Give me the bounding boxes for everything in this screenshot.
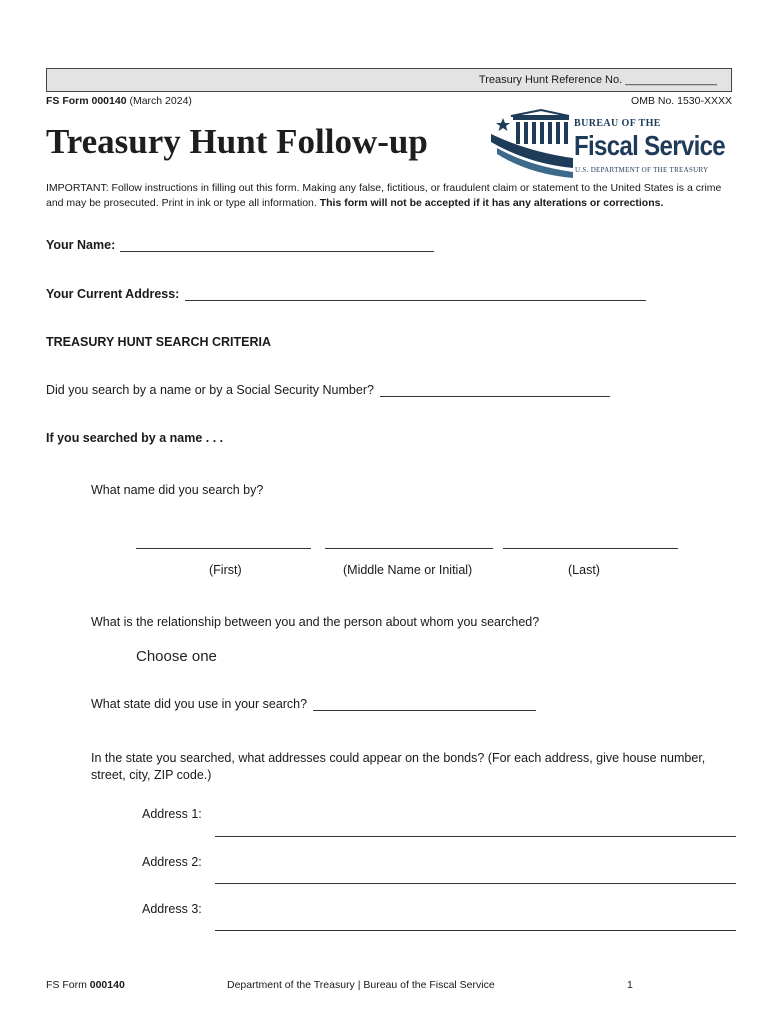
if-searched-by-name: If you searched by a name . . . <box>46 431 224 445</box>
search-by-question: Did you search by a name or by a Social Security Number? <box>46 383 374 397</box>
current-address-label: Your Current Address: <box>46 287 180 301</box>
omb-number: OMB No. 1530-XXXX <box>631 95 732 107</box>
address-3-label: Address 3: <box>142 902 202 916</box>
form-date: (March 2024) <box>126 95 192 107</box>
address-2-label: Address 2: <box>142 855 202 869</box>
footer-department: Department of the Treasury | Bureau of the Fiscal Service <box>227 979 495 991</box>
last-name-field[interactable] <box>503 548 678 549</box>
logo-fiscal-service-text: Fiscal Service <box>574 130 726 161</box>
important-bold-text: This form will not be accepted if it has any alterations or corrections. <box>319 197 664 209</box>
current-address-field[interactable] <box>185 300 646 301</box>
footer-page-number: 1 <box>627 979 633 991</box>
address-3-field[interactable] <box>215 930 736 931</box>
logo-treasury-text: U.S. DEPARTMENT OF THE TREASURY <box>575 166 709 174</box>
your-name-field[interactable] <box>120 251 434 252</box>
address-1-field[interactable] <box>215 836 736 837</box>
state-field[interactable] <box>313 710 536 711</box>
middle-name-field[interactable] <box>325 548 493 549</box>
reference-number-label: Treasury Hunt Reference No. _______________ <box>478 74 717 86</box>
what-name-question: What name did you search by? <box>91 483 264 497</box>
address-2-field[interactable] <box>215 883 736 884</box>
important-text: IMPORTANT: Follow instructions in filling out this form. Making any false, fictitious, or fraudulent claim or statement to the United States is a crime and may be prosecuted. Print in ink or type all information. <box>46 182 722 209</box>
footer-form-prefix: FS Form <box>46 979 90 991</box>
first-name-field[interactable] <box>136 548 311 549</box>
footer-form-number <box>46 979 125 991</box>
form-number-bold: FS Form 000140 <box>46 95 127 107</box>
footer-form-number-bold: 000140 <box>89 979 125 991</box>
page-title: Treasury Hunt Follow-up <box>46 122 428 161</box>
middle-name-label: (Middle Name or Initial) <box>343 563 473 577</box>
addresses-question: In the state you searched, what addresses could appear on the bonds? (For each address, give house number, street, city, ZIP code.) <box>91 751 706 782</box>
relationship-question: What is the relationship between you and the person about whom you searched? <box>91 615 540 629</box>
form-number <box>46 95 192 107</box>
state-question: What state did you use in your search? <box>91 697 308 711</box>
reference-number-box <box>46 68 732 92</box>
important-notice <box>46 181 726 211</box>
your-name-label: Your Name: <box>46 238 116 252</box>
logo-bureau-text: BUREAU OF THE <box>574 118 661 129</box>
search-by-field[interactable] <box>380 396 610 397</box>
address-1-label: Address 1: <box>142 807 202 821</box>
last-name-label: (Last) <box>568 563 600 577</box>
relationship-dropdown[interactable]: Choose one <box>136 648 217 665</box>
first-name-label: (First) <box>209 563 242 577</box>
search-criteria-heading: TREASURY HUNT SEARCH CRITERIA <box>46 335 272 349</box>
